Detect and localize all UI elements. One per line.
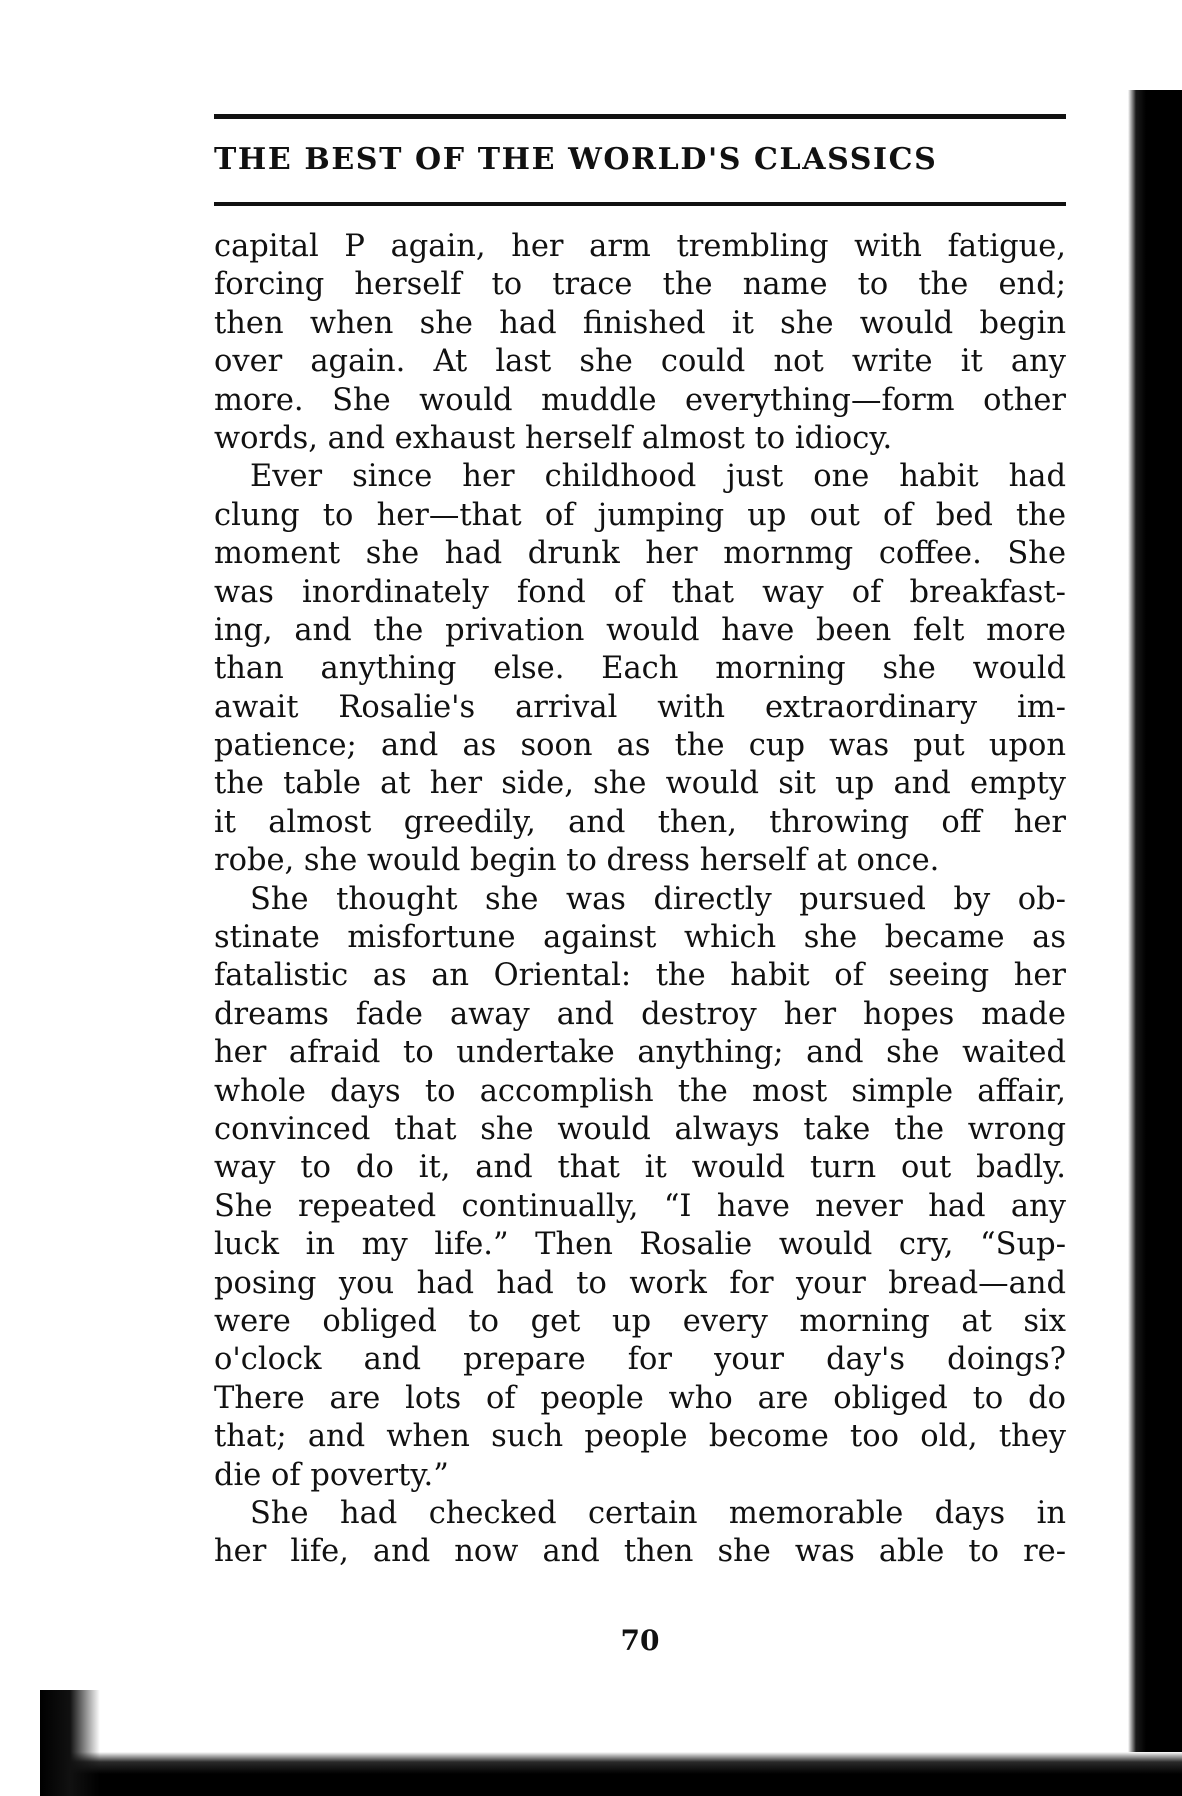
- text-line: convinced that she would always take the wrong: [214, 1111, 1066, 1147]
- text-line: There are lots of people who are obliged to do: [214, 1380, 1066, 1416]
- text-line: were obliged to get up every morning at six: [214, 1303, 1066, 1339]
- text-line: whole days to accomplish the most simple affair,: [214, 1073, 1066, 1109]
- text-line: the table at her side, she would sit up and empty: [214, 766, 1066, 802]
- text-line: robe, she would begin to dress herself at once.: [214, 843, 940, 879]
- text-line: await Rosalie's arrival with extraordinary im-: [214, 689, 1066, 725]
- scan-edge-right: [1128, 90, 1182, 1796]
- text-line: than anything else. Each morning she would: [214, 651, 1066, 687]
- header-rule-bottom: [214, 202, 1066, 206]
- text-line: her life, and now and then she was able to re-: [214, 1534, 1066, 1570]
- body-text: [214, 228, 1066, 1572]
- text-line: over again. At last she could not write it any: [214, 344, 1066, 380]
- scan-edge-bottom-left: [40, 1690, 100, 1796]
- text-line: stinate misfortune against which she became as: [214, 920, 1066, 956]
- text-line: then when she had finished it she would begin: [214, 305, 1066, 341]
- text-line-paragraph-start: Ever since her childhood just one habit had: [250, 459, 1066, 495]
- text-line: her afraid to undertake anything; and she waited: [214, 1035, 1066, 1071]
- text-line: way to do it, and that it would turn out badly.: [214, 1150, 1066, 1186]
- text-line: clung to her—that of jumping up out of bed the: [214, 497, 1066, 533]
- scan-edge-bottom: [40, 1752, 1182, 1796]
- text-line-paragraph-start: She thought she was directly pursued by ob-: [250, 881, 1066, 917]
- text-line: fatalistic as an Oriental: the habit of seeing her: [214, 958, 1066, 994]
- text-line: more. She would muddle everything—form other: [214, 382, 1066, 418]
- text-line: posing you had had to work for your bread—and: [214, 1265, 1066, 1301]
- text-line: patience; and as soon as the cup was put upon: [214, 728, 1066, 764]
- text-line: dreams fade away and destroy her hopes made: [214, 996, 1066, 1032]
- header-rule-top: [214, 114, 1066, 119]
- text-line: She repeated continually, “I have never had any: [214, 1188, 1066, 1224]
- text-line: forcing herself to trace the name to the end;: [214, 267, 1066, 303]
- text-line: it almost greedily, and then, throwing off her: [214, 804, 1066, 840]
- text-line: moment she had drunk her mornmg coffee. She: [214, 536, 1066, 572]
- text-line: ing, and the privation would have been felt more: [214, 612, 1066, 648]
- text-line: that; and when such people become too old, they: [214, 1419, 1066, 1455]
- text-line: o'clock and prepare for your day's doings?: [214, 1342, 1066, 1378]
- page-number: 70: [620, 1624, 660, 1657]
- text-line: die of poverty.”: [214, 1457, 449, 1493]
- text-line-paragraph-start: She had checked certain memorable days in: [250, 1495, 1066, 1531]
- running-header: THE BEST OF THE WORLD'S CLASSICS: [214, 142, 938, 177]
- text-line: words, and exhaust herself almost to idiocy.: [214, 420, 893, 456]
- text-line: was inordinately fond of that way of breakfast-: [214, 574, 1066, 610]
- text-line: capital P again, her arm trembling with fatigue,: [214, 229, 1066, 264]
- text-line: luck in my life.” Then Rosalie would cry, “Sup-: [214, 1227, 1066, 1263]
